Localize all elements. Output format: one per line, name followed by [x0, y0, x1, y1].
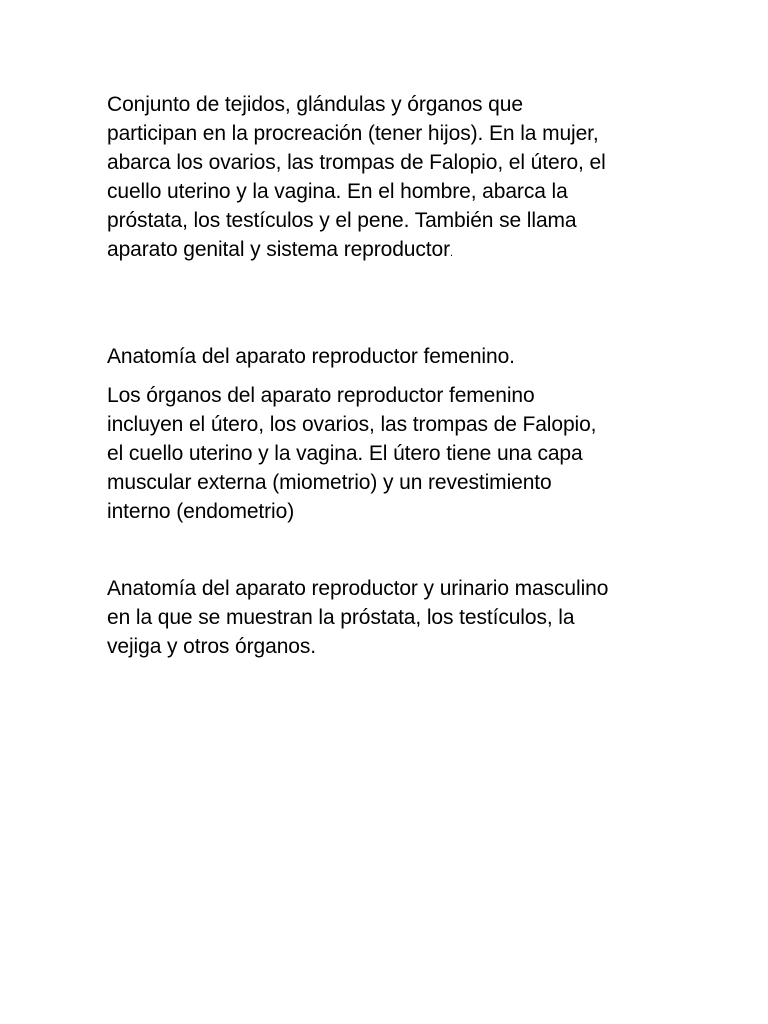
female-anatomy-paragraph: Los órganos del aparato reproductor femenino incluyen el útero, los ovarios, las trompas de Falopio, el cuello uterino y la vagina. El útero tiene una capa muscular externa (miometrio) y un revestimiento interno (endometrio) — [107, 384, 597, 523]
intro-paragraph-text: Conjunto de tejidos, glándulas y órganos que participan en la procreación (tener hijos). En la mujer, abarca los ovarios, las trompas de Falopio, el útero, el cuello uterino y la vagina. En el hombre, abarca la próstata, los testículos y el pene. También se llama aparato genital y sistema reproductor — [107, 93, 606, 261]
intro-paragraph-end-mark: . — [450, 247, 453, 259]
female-anatomy-heading: Anatomía del aparato reproductor femenino. — [107, 345, 515, 368]
male-anatomy-paragraph: Anatomía del aparato reproductor y urinario masculino en la que se muestran la próstata, los testículos, la vejiga y otros órganos. — [107, 577, 609, 658]
intro-paragraph — [107, 90, 667, 268]
